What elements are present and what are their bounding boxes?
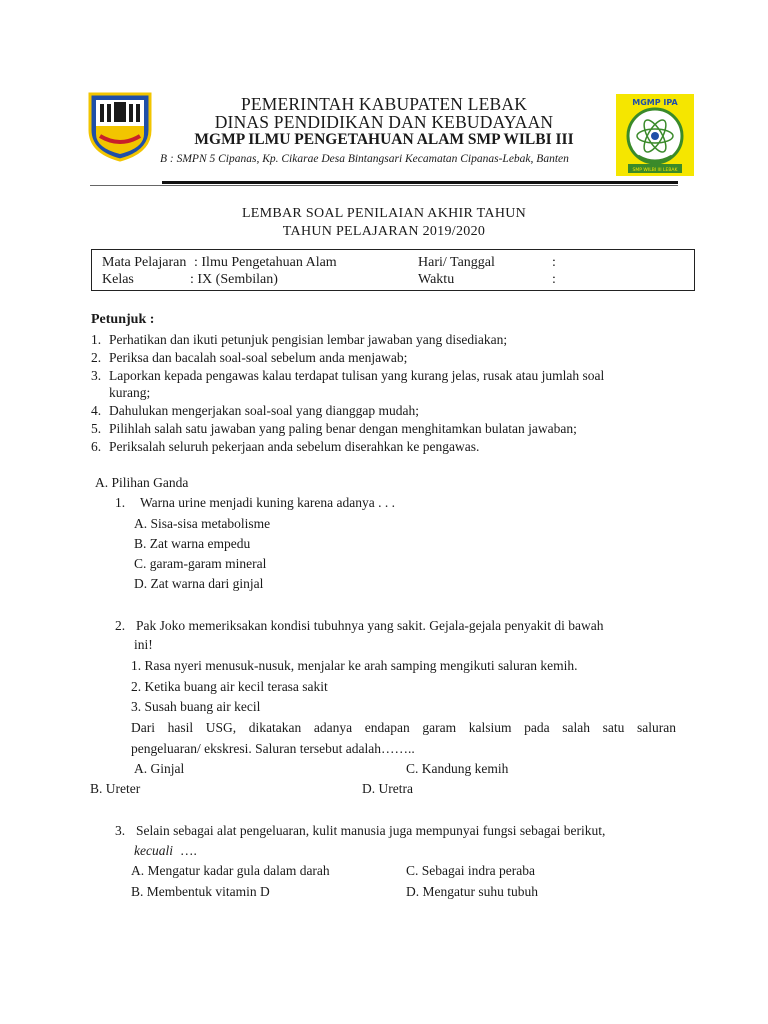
instruction-text: Dahulukan mengerjakan soal-soal yang dianggap mudah; <box>109 403 420 418</box>
mgmp-title: MGMP ILMU PENGETAHUAN ALAM SMP WILBI III <box>194 131 574 148</box>
question-text: Pak Joko memeriksakan kondisi tubuhnya yang sakit. Gejala-gejala penyakit di bawah <box>136 618 604 633</box>
logo-right-text: MGMP IPA <box>632 98 678 107</box>
option-b[interactable]: B. Zat warna empedu <box>134 536 251 551</box>
instruction-text: Perhatikan dan ikuti petunjuk pengisian lembar jawaban yang disediakan; <box>109 332 508 347</box>
option-b[interactable]: B. Membentuk vitamin D <box>131 884 270 899</box>
option-a[interactable]: A. Sisa-sisa metabolisme <box>134 516 271 531</box>
question-text: Warna urine menjadi kuning karena adanya . . . <box>140 495 395 510</box>
symptom-1: 1. Rasa nyeri menusuk-nusuk, menjalar ke arah samping mengikuti saluran kemih. <box>131 658 578 673</box>
instruction-text-continued: kurang; <box>109 385 151 400</box>
instruction-number: 4. <box>91 403 102 418</box>
address-line: B : SMPN 5 Cipanas, Kp. Cikarae Desa Bintangsari Kecamatan Cipanas-Lebak, Banten <box>160 153 569 165</box>
instruction-number: 6. <box>91 439 102 454</box>
instructions-heading: Petunjuk : <box>91 312 155 327</box>
option-d[interactable]: D. Mengatur suhu tubuh <box>406 884 538 899</box>
question-number: 3. <box>115 823 126 838</box>
department-title: DINAS PENDIDIKAN DAN KEBUDAYAAN <box>214 112 554 132</box>
logo-right-sub: SMP WILBI III LEBAK <box>632 168 678 173</box>
option-c[interactable]: C. Kandung kemih <box>406 761 509 776</box>
question-keyword-except: kecuali <box>134 843 173 858</box>
instruction-number: 1. <box>91 332 102 347</box>
instruction-text: Pilihlah salah satu jawaban yang paling benar dengan menghitamkan bulatan jawaban; <box>109 421 577 436</box>
time-label: Waktu <box>418 272 455 287</box>
option-d[interactable]: D. Zat warna dari ginjal <box>134 576 264 591</box>
academic-year: TAHUN PELAJARAN 2019/2020 <box>282 224 486 239</box>
header-rule-thick <box>162 181 678 184</box>
symptom-2: 2. Ketika buang air kecil terasa sakit <box>131 679 328 694</box>
option-c[interactable]: C. garam-garam mineral <box>134 556 267 571</box>
instruction-number: 3. <box>91 368 102 383</box>
question-paragraph: Dari hasil USG, dikatakan adanya endapan garam kalsium pada salah satu saluran <box>131 720 676 735</box>
day-date-label: Hari/ Tanggal <box>418 255 495 270</box>
subject-value: : Ilmu Pengetahuan Alam <box>194 255 337 270</box>
instruction-text: Laporkan kepada pengawas kalau terdapat tulisan yang kurang jelas, rusak atau jumlah soal <box>109 368 605 383</box>
question-dots: …. <box>180 843 197 858</box>
question-text-continued: ini! <box>134 637 153 652</box>
class-value: : IX (Sembilan) <box>190 272 278 287</box>
symptom-3: 3. Susah buang air kecil <box>131 699 261 714</box>
mgmp-ipa-logo <box>616 94 694 176</box>
question-number: 2. <box>115 618 126 633</box>
question-paragraph-continued: pengeluaran/ ekskresi. Saluran tersebut adalah…….. <box>131 741 415 756</box>
section-multiple-choice-heading: A. Pilihan Ganda <box>95 475 189 490</box>
option-a[interactable]: A. Mengatur kadar gula dalam darah <box>131 863 330 878</box>
instruction-text: Periksa dan bacalah soal-soal sebelum anda menjawab; <box>109 350 408 365</box>
header-rule-thin <box>90 185 678 186</box>
question-number: 1. <box>115 495 126 510</box>
option-c[interactable]: C. Sebagai indra peraba <box>406 863 535 878</box>
time-colon: : <box>552 272 556 287</box>
government-title: PEMERINTAH KABUPATEN LEBAK <box>240 94 528 114</box>
lebak-regency-shield-logo <box>86 90 154 162</box>
exam-title: LEMBAR SOAL PENILAIAN AKHIR TAHUN <box>241 206 527 221</box>
option-a[interactable]: A. Ginjal <box>134 761 185 776</box>
exam-info-box <box>91 249 695 291</box>
option-d[interactable]: D. Uretra <box>362 781 413 796</box>
day-date-colon: : <box>552 255 556 270</box>
instruction-text: Periksalah seluruh pekerjaan anda sebelum diserahkan ke pengawas. <box>109 439 480 454</box>
instruction-number: 5. <box>91 421 102 436</box>
class-label: Kelas <box>102 272 134 287</box>
option-b[interactable]: B. Ureter <box>90 781 141 796</box>
subject-label: Mata Pelajaran <box>102 255 187 270</box>
question-text: Selain sebagai alat pengeluaran, kulit manusia juga mempunyai fungsi sebagai berikut, <box>136 823 606 838</box>
instruction-number: 2. <box>91 350 102 365</box>
